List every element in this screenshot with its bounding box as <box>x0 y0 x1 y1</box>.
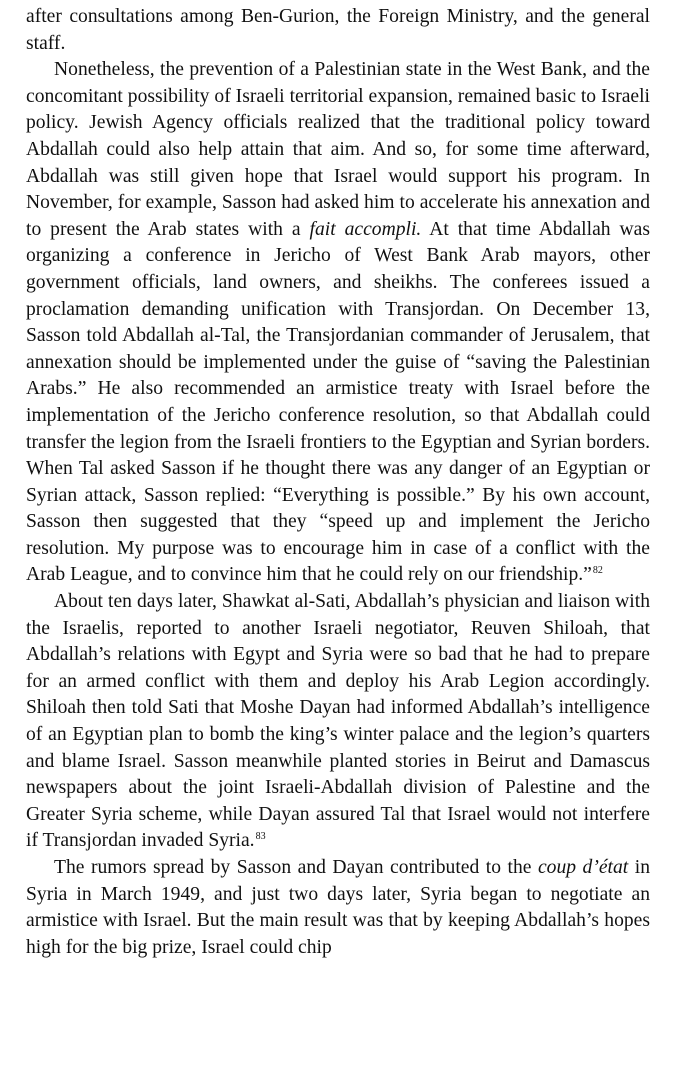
paragraph-2-text-a: Nonetheless, the prevention of a Palestinian state in the West Bank, and the concomitant possibility of Israeli territorial expansion, remained basic to Israeli policy. Jewish Agency officials realized that the traditional policy toward Abdallah could also help attain that aim. And so, for some time afterward, Abdallah was still given hope that Israel would support his program. In November, for example, Sasson had asked him to accelerate his annexation and to present the Arab states with a <box>26 59 650 240</box>
paragraph-1-text: after consultations among Ben-Gurion, the Foreign Ministry, and the general staff. <box>26 6 650 54</box>
paragraph-1 <box>26 4 650 57</box>
paragraph-3 <box>26 589 650 855</box>
paragraph-4-text-b: in Syria in March 1949, and just two days later, Syria began to negotiate an armistice with Israel. But the main result was that by keeping Abdallah’s hopes high for the big prize, Israel could chip <box>26 857 650 958</box>
footnote-marker-82: 82 <box>592 565 603 577</box>
page-body <box>26 4 650 961</box>
footnote-marker-83: 83 <box>255 831 266 843</box>
paragraph-4-italic: coup d’état <box>537 857 629 878</box>
paragraph-2-italic: fait accompli. <box>309 218 422 240</box>
paragraph-2-text-b: At that time Abdallah was organizing a conference in Jericho of West Bank Arab mayors, other government officials, land owners, and sheikhs. The conferees issued a proclamation demanding unification with Transjordan. On December 13, Sasson told Abdallah al-Tal, the Transjordanian commander of Jerusalem, that annexation should be implemented under the guise of “saving the Palestinian Arabs.” He also recommended an armistice treaty with Israel before the implementation of the Jericho conference resolution, so that Abdallah could transfer the legion from the Israeli frontiers to the Egyptian and Syrian borders. When Tal asked Sasson if he thought there was any danger of an Egyptian or Syrian attack, Sasson replied: “Everything is possible.” By his own account, Sasson then suggested that they “speed up and implement the Jericho resolution. My purpose was to encourage him in case of a conflict with the Arab League, and to convince him that he could rely on our friendship.” <box>26 218 650 586</box>
paragraph-4 <box>26 855 650 961</box>
paragraph-3-text: About ten days later, Shawkat al-Sati, Abdallah’s physician and liaison with the Israelis, reported to another Israeli negotiator, Reuven Shiloah, that Abdallah’s relations with Egypt and Syria were so bad that he had to prepare for an armed conflict with them and deploy his Arab Legion accordingly. Shiloah then told Sati that Moshe Dayan had informed Abdallah’s intelligence of an Egyptian plan to bomb the king’s winter palace and the legion’s quarters and blame Israel. Sasson meanwhile planted stories in Beirut and Damascus newspapers about the joint Israeli-Abdallah division of Palestine and the Greater Syria scheme, while Dayan assured Tal that Israel would not interfere if Transjordan invaded Syria. <box>26 591 650 852</box>
paragraph-2 <box>26 57 650 589</box>
paragraph-4-text-a: The rumors spread by Sasson and Dayan contributed to the <box>54 857 538 878</box>
